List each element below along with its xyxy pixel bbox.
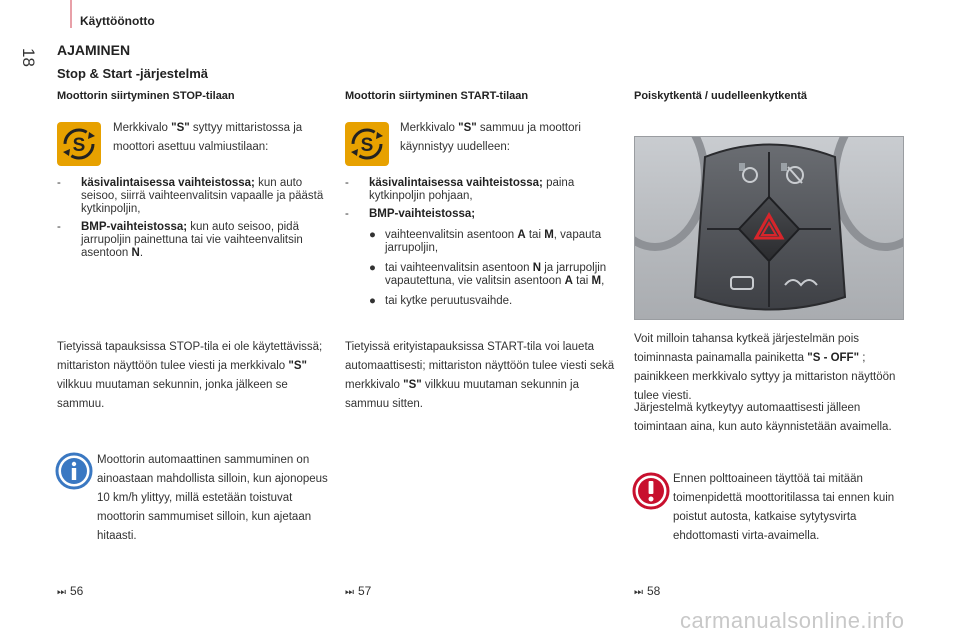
page-number: 18	[19, 48, 38, 67]
section-header: Käyttöönotto	[80, 14, 155, 28]
col2-intro: Merkkivalo "S" sammuu ja moottori käynnistyy uudelleen:	[400, 122, 581, 153]
stop-start-icon	[345, 122, 389, 166]
warning-icon	[632, 472, 670, 510]
info-icon	[55, 452, 93, 490]
col2-bullet-item: ● vaihteenvalitsin asentoon A tai M, vapauta jarrupoljin,	[369, 229, 602, 254]
col3-paragraph-2: Järjestelmä kytkeytyy automaattisesti jälleen toimintaan aina, kun auto käynnistetään avaimella.	[634, 402, 892, 433]
next-ref-icon: ⏭	[634, 587, 643, 598]
col1-paragraph: Tietyissä tapauksissa STOP-tila ei ole käytettävissä; mittariston näyttöön tulee viesti ja merkkivalo "S" vilkkuu muutaman sekunnin, jonka jälkeen se sammuu.	[57, 341, 323, 410]
button-panel-photo	[634, 136, 904, 320]
stop-start-icon	[57, 122, 101, 166]
col1-list-item: - BMP-vaihteistossa; kun auto seisoo, pidä jarrupoljin painettuna tai vie vaihteenvalitsin asentoon N.	[57, 221, 303, 259]
col3-heading: Poiskytkentä / uudelleenkytkentä	[634, 90, 808, 102]
col1-page-ref[interactable]: ⏭ 56	[57, 584, 84, 598]
col1-intro: Merkkivalo "S" syttyy mittaristossa ja moottori asettuu valmiustilaan:	[113, 122, 303, 153]
page-subtitle: Stop & Start -järjestelmä	[57, 66, 208, 81]
col1-heading: Moottorin siirtyminen STOP-tilaan	[57, 90, 235, 102]
col2-bullet-item: ● tai vaihteenvalitsin asentoon N ja jarrupoljin vapautettuna, vie valitsin asentoon A tai M,	[369, 262, 607, 287]
col1-list-item: - käsivalintaisessa vaihteistossa; kun auto seisoo, siirrä vaihteenvalitsin vapaalle ja päästä kytkinpoljin,	[57, 177, 324, 215]
next-ref-icon: ⏭	[57, 587, 66, 598]
next-ref-icon: ⏭	[345, 587, 354, 598]
col2-heading: Moottorin siirtyminen START-tilaan	[345, 90, 529, 102]
header-accent-bar	[70, 0, 72, 28]
col2-list-item: - käsivalintaisessa vaihteistossa; paina kytkinpoljin pohjaan,	[345, 177, 575, 202]
svg-text:S: S	[72, 135, 86, 156]
warning-note: Ennen polttoaineen täyttöä tai mitään toimenpidettä moottoritilassa tai ennen kuin poistut autosta, katkaise sytytysvirta ehdottomasti virta-avaimella.	[673, 473, 895, 542]
col2-bullet-item: ● tai kytke peruutusvaihde.	[369, 295, 513, 307]
col2-paragraph: Tietyissä erityistapauksissa START-tila voi laueta automaattisesti; mittariston näyttöön tulee viesti sekä merkkivalo "S" vilkkuu muutaman sekunnin ja sammuu sitten.	[345, 341, 615, 410]
col2-page-ref[interactable]: ⏭ 57	[345, 584, 372, 598]
svg-text:S: S	[360, 135, 374, 156]
col2-list-item: - BMP-vaihteistossa;	[345, 208, 476, 220]
page-title: AJAMINEN	[57, 42, 131, 58]
col2-list	[345, 177, 615, 315]
watermark: carmanualsonline.info	[680, 608, 905, 633]
col3-paragraph-1: Voit milloin tahansa kytkeä järjestelmän pois toiminnasta painamalla painiketta "S - OFF" ; painikkeen merkkivalo syttyy ja mittariston näyttöön tulee viesti.	[634, 333, 896, 402]
col1-list	[57, 177, 332, 265]
col3-page-ref[interactable]: ⏭ 58	[634, 584, 661, 598]
info-note: Moottorin automaattinen sammuminen on ainoastaan mahdollista silloin, kun ajonopeus 10 km/h ylittyy, millä estetään toistuvat moottorin sammumiset silloin, kun ajetaan hitaasti.	[97, 454, 328, 542]
